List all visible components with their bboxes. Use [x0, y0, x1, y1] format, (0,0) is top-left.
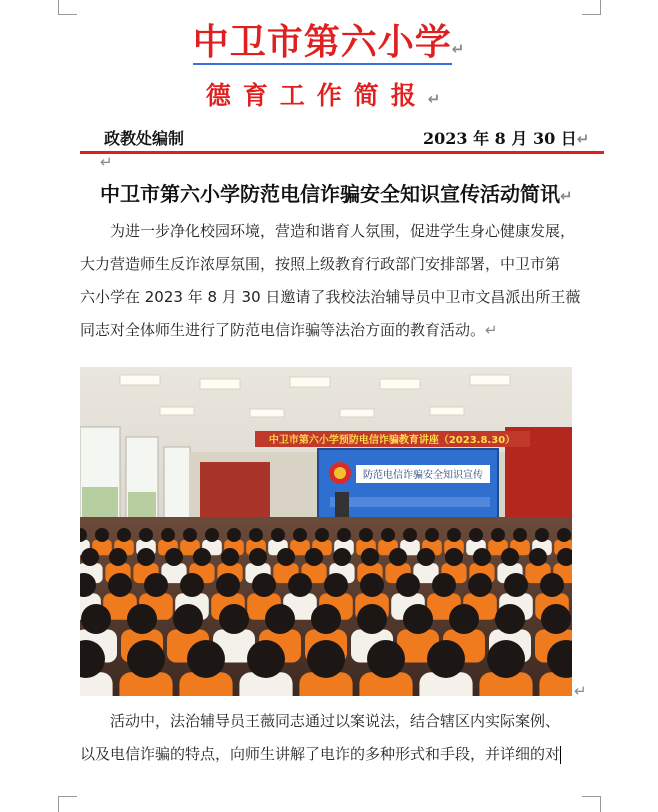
student-head: [144, 573, 168, 597]
student-head: [432, 573, 456, 597]
paragraph-mark: ↵: [100, 153, 113, 171]
text-line: 大力营造师生反诈浓厚氛围，按照上级教育行政部门安排部署，中卫市第: [80, 255, 561, 273]
text-line: 为进一步净化校园环境，营造和谐育人氛围，促进学生身心健康发展，: [110, 222, 576, 240]
student-head: [288, 573, 312, 597]
student-head: [381, 528, 395, 542]
student-head: [307, 640, 345, 678]
lecture-hall-photo: [80, 367, 572, 696]
student-head: [249, 548, 267, 566]
crop-mark-bottom-left: [58, 796, 77, 812]
student-head: [293, 528, 307, 542]
student-head: [427, 640, 465, 678]
student-head: [361, 548, 379, 566]
student-head: [447, 528, 461, 542]
student-head: [487, 640, 525, 678]
student-head: [333, 548, 351, 566]
student-head: [469, 528, 483, 542]
student-head: [180, 573, 204, 597]
paragraph-mark: ↵: [485, 321, 498, 339]
student-head: [367, 640, 405, 678]
paragraph-intro[interactable]: [80, 215, 580, 347]
student-head: [81, 548, 99, 566]
student-head: [389, 548, 407, 566]
text-line: 六小学在 2023 年 8 月 30 日邀请了我校法治辅导员中卫市文昌派出所王薇: [80, 288, 581, 306]
student-head: [337, 528, 351, 542]
student-head: [161, 528, 175, 542]
student-head: [315, 528, 329, 542]
student-head: [403, 604, 433, 634]
paragraph-mark: ↵: [576, 130, 590, 148]
editor-label[interactable]: 政教处编制: [104, 129, 185, 148]
student-head: [221, 548, 239, 566]
student-head: [277, 548, 295, 566]
student-head: [271, 528, 285, 542]
student-head: [219, 604, 249, 634]
student-head: [216, 573, 240, 597]
student-head: [357, 604, 387, 634]
student-head: [324, 573, 348, 597]
student-head: [529, 548, 547, 566]
text-line-content: 同志对全体师生进行了防范电信诈骗等法治方面的教育活动。: [80, 321, 486, 339]
paragraph-mark: ↵: [574, 682, 587, 700]
student-head: [445, 548, 463, 566]
student-head: [557, 528, 571, 542]
article-title[interactable]: [100, 178, 573, 207]
student-head: [227, 528, 241, 542]
banner-text: 中卫市第六小学预防电信诈骗教育讲座（2023.8.30）: [268, 435, 516, 446]
student-head: [513, 528, 527, 542]
student-head: [403, 528, 417, 542]
student-head: [252, 573, 276, 597]
student-head: [137, 548, 155, 566]
student-head: [396, 573, 420, 597]
school-name: 中卫市第六小学: [192, 21, 452, 63]
student-head: [247, 640, 285, 678]
paragraph-activity[interactable]: [80, 705, 580, 771]
student-head: [491, 528, 505, 542]
student-head: [540, 573, 564, 597]
student-head: [501, 548, 519, 566]
text-line: 活动中，法治辅导员王薇同志通过以案说法，结合辖区内实际案例、: [110, 712, 561, 730]
paragraph-mark: ↵: [427, 90, 453, 108]
school-title[interactable]: [0, 14, 658, 65]
paragraph-mark: ↵: [451, 40, 466, 58]
student-head: [173, 604, 203, 634]
student-head: [425, 528, 439, 542]
student-head: [139, 528, 153, 542]
student-head: [109, 548, 127, 566]
student-head: [108, 573, 132, 597]
student-head: [417, 548, 435, 566]
student-head: [193, 548, 211, 566]
crop-mark-top-left: [58, 0, 77, 15]
crop-mark-bottom-right: [582, 796, 601, 812]
text-line-last: [80, 314, 580, 347]
paragraph-mark: ↵: [560, 187, 573, 205]
student-head: [541, 604, 571, 634]
student-head: [95, 528, 109, 542]
article-title-text: 中卫市第六小学防范电信诈骗安全知识宣传活动简讯: [100, 182, 560, 206]
student-head: [81, 604, 111, 634]
bulletin-title-text: 德育工作简报: [205, 81, 428, 110]
student-head: [311, 604, 341, 634]
event-photo[interactable]: [80, 367, 572, 696]
student-head: [249, 528, 263, 542]
screen-text: 防范电信诈骗安全知识宣传: [363, 470, 483, 481]
student-head: [504, 573, 528, 597]
text-cursor: [560, 746, 561, 764]
issue-date[interactable]: [423, 126, 589, 149]
student-head: [265, 604, 295, 634]
student-head: [165, 548, 183, 566]
student-head: [127, 604, 157, 634]
bulletin-title[interactable]: [0, 76, 658, 112]
student-head: [468, 573, 492, 597]
header-divider: [80, 151, 604, 154]
text-line-last: [80, 738, 580, 771]
student-head: [449, 604, 479, 634]
student-head: [359, 528, 373, 542]
student-head: [127, 640, 165, 678]
student-head: [205, 528, 219, 542]
student-head: [495, 604, 525, 634]
student-head: [117, 528, 131, 542]
student-head: [305, 548, 323, 566]
crop-mark-top-right: [582, 0, 601, 15]
text-line-content: 以及电信诈骗的特点，向师生讲解了电诈的多种形式和手段，并详细的对: [80, 745, 561, 763]
student-head: [473, 548, 491, 566]
student-head: [183, 528, 197, 542]
student-head: [535, 528, 549, 542]
student-head: [360, 573, 384, 597]
student-head: [187, 640, 225, 678]
issue-date-text: 2023 年 8 月 30 日: [423, 129, 577, 148]
